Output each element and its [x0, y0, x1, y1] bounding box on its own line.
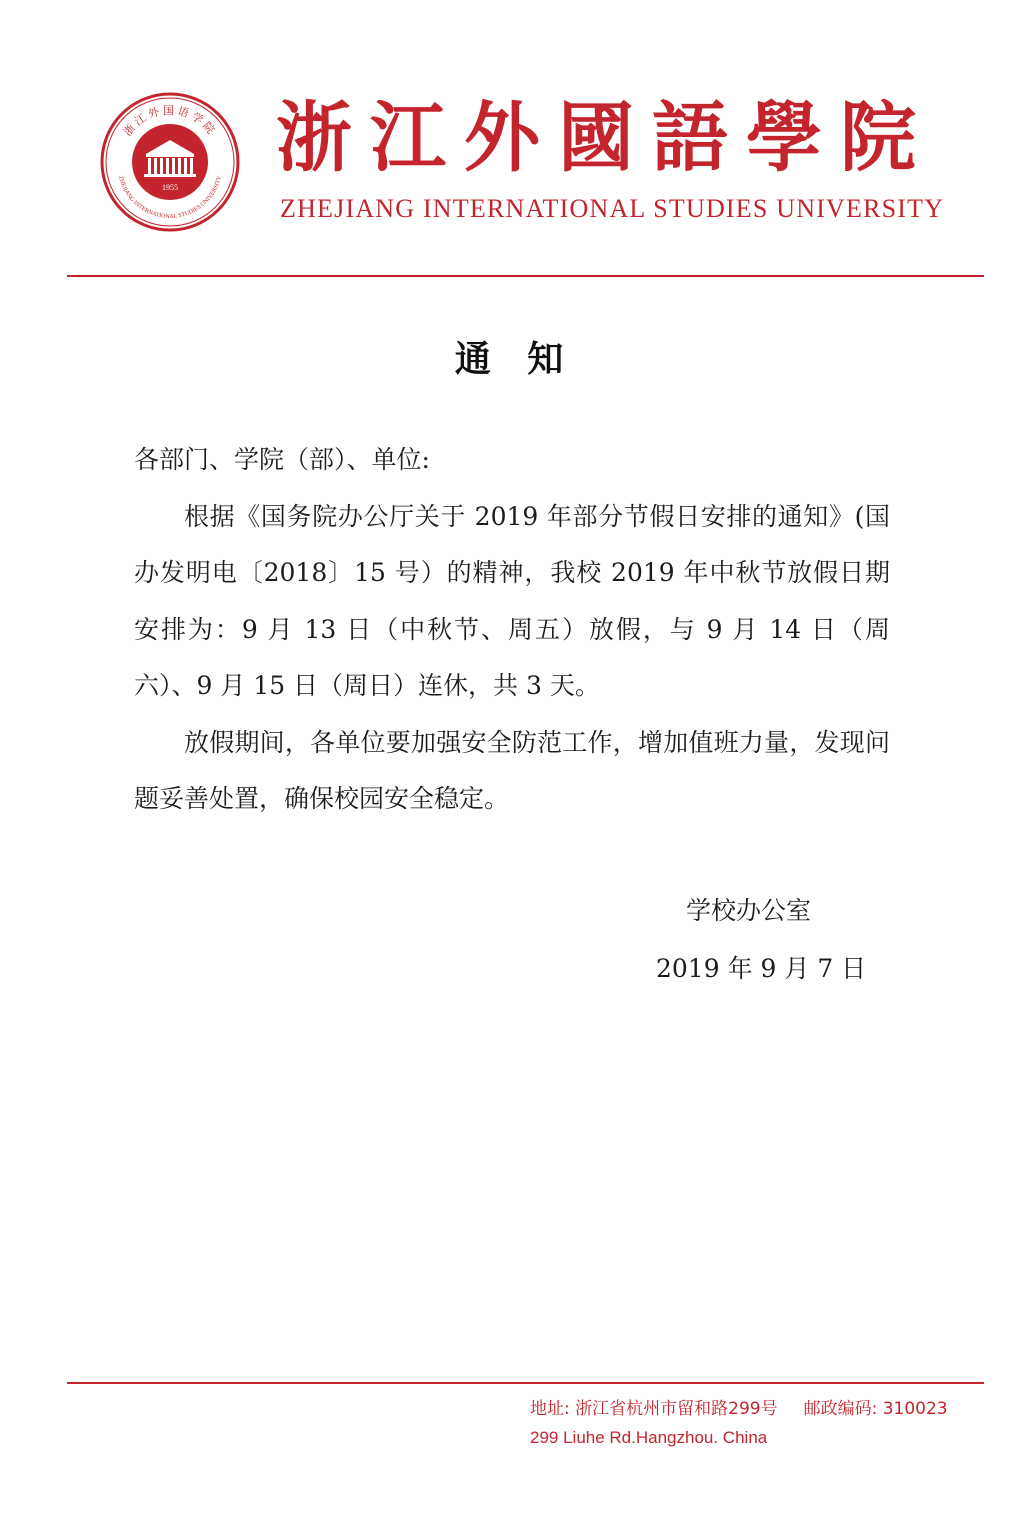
- seal-arc-top: 浙江外国语学院: [120, 104, 220, 139]
- seal-year: 1955: [162, 183, 178, 192]
- footer-postal-code: 邮政编码: 310023: [803, 1399, 948, 1419]
- signoff-office: 学校办公室: [686, 896, 812, 925]
- seal-graphic: [100, 92, 240, 232]
- notice-title: 通 知: [454, 339, 576, 380]
- footer-contact: [530, 1396, 1000, 1422]
- seal-arc-bottom: ZHEJIANG INTERNATIONAL STUDIES UNIVERSITY: [117, 175, 223, 221]
- university-name-en: ZHEJIANG INTERNATIONAL STUDIES UNIVERSITY: [280, 194, 945, 223]
- footer-address-cn: 地址: 浙江省杭州市留和路299号: [530, 1399, 778, 1419]
- notice-paragraph-2: 放假期间，各单位要加强安全防范工作，增加值班力量，发现问题妥善处置，确保校园安全稳定。: [134, 727, 890, 813]
- header-divider: [67, 275, 984, 277]
- notice-paragraph-1: 根据《国务院办公厅关于 2019 年部分节假日安排的通知》(国办发明电〔2018〕15 号）的精神，我校 2019 年中秋节放假日期安排为：9 月 13 日（中秋节、周五）放假，与 9 月 14 日（周六）、9 月 15 日（周日）连休，共 3 天。: [134, 501, 890, 700]
- signoff-block: [600, 882, 900, 998]
- university-name-cn: 浙江外國語學院: [276, 93, 934, 182]
- salutation: 各部门、学院（部）、单位:: [134, 445, 430, 474]
- signoff-date: 2019 年 9 月 7 日: [656, 954, 867, 983]
- footer-address-en: 299 Liuhe Rd.Hangzhou. China: [530, 1428, 768, 1447]
- university-seal-logo: [100, 92, 240, 232]
- notice-body: [134, 432, 890, 828]
- footer-divider: [67, 1382, 984, 1384]
